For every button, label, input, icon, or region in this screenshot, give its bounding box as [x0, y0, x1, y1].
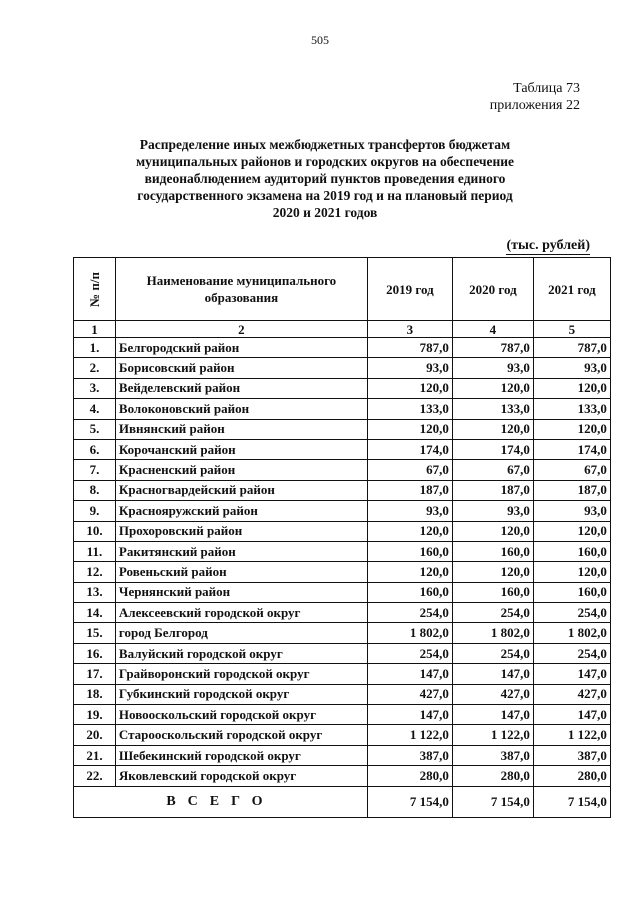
row-number: 5.	[74, 419, 116, 439]
row-number: 12.	[74, 562, 116, 582]
row-name: Чернянский район	[115, 582, 367, 602]
row-value-2021: 187,0	[533, 480, 610, 500]
row-number: 10.	[74, 521, 116, 541]
row-value-2020: 174,0	[452, 439, 533, 459]
row-value-2021: 1 802,0	[533, 623, 610, 643]
row-value-2020: 427,0	[452, 684, 533, 704]
row-number: 8.	[74, 480, 116, 500]
row-value-2020: 120,0	[452, 521, 533, 541]
page-number: 505	[311, 33, 329, 47]
row-value-2021: 254,0	[533, 643, 610, 663]
row-value-2021: 120,0	[533, 562, 610, 582]
table-row	[74, 582, 611, 602]
table-row	[74, 338, 611, 358]
row-name: Ивнянский район	[115, 419, 367, 439]
row-value-2019: 387,0	[367, 745, 452, 765]
row-value-2020: 187,0	[452, 480, 533, 500]
row-number: 7.	[74, 460, 116, 480]
row-value-2020: 93,0	[452, 358, 533, 378]
title-line: Распределение иных межбюджетных трансфертов бюджетам	[139, 137, 511, 152]
column-index: 3	[367, 321, 452, 338]
row-value-2020: 254,0	[452, 643, 533, 663]
document-title	[90, 136, 560, 221]
table-row	[74, 399, 611, 419]
row-value-2020: 147,0	[452, 705, 533, 725]
row-name: Грайворонский городской округ	[115, 664, 367, 684]
title-line: видеонаблюдением аудиторий пунктов проведения единого	[144, 171, 506, 186]
row-name: Ракитянский район	[115, 541, 367, 561]
row-value-2020: 787,0	[452, 338, 533, 358]
row-value-2020: 280,0	[452, 766, 533, 786]
total-label: ВСЕГО	[74, 786, 368, 817]
title-line: муниципальных районов и городских округов на обеспечение	[135, 154, 515, 169]
total-2020: 7 154,0	[452, 786, 533, 817]
table-row	[74, 419, 611, 439]
table-row	[74, 603, 611, 623]
table-label-appendix: приложения 22	[489, 98, 580, 113]
row-value-2021: 120,0	[533, 521, 610, 541]
table-row	[74, 643, 611, 663]
row-number: 13.	[74, 582, 116, 602]
transfers-table	[73, 257, 611, 818]
row-value-2019: 67,0	[367, 460, 452, 480]
row-number: 3.	[74, 378, 116, 398]
column-index-row	[74, 321, 611, 338]
row-value-2019: 787,0	[367, 338, 452, 358]
row-value-2021: 120,0	[533, 419, 610, 439]
row-value-2019: 120,0	[367, 419, 452, 439]
column-index: 1	[74, 321, 116, 338]
row-name: Ровеньский район	[115, 562, 367, 582]
row-value-2019: 93,0	[367, 358, 452, 378]
header-name: Наименование муниципального образования	[115, 258, 367, 321]
row-value-2021: 93,0	[533, 501, 610, 521]
table-row	[74, 766, 611, 786]
row-name: Борисовский район	[115, 358, 367, 378]
row-number: 16.	[74, 643, 116, 663]
row-value-2019: 147,0	[367, 664, 452, 684]
row-value-2021: 93,0	[533, 358, 610, 378]
row-name: Корочанский район	[115, 439, 367, 459]
table-row	[74, 705, 611, 725]
table-row	[74, 460, 611, 480]
row-value-2021: 174,0	[533, 439, 610, 459]
row-value-2019: 93,0	[367, 501, 452, 521]
column-index: 5	[533, 321, 610, 338]
row-value-2020: 387,0	[452, 745, 533, 765]
row-number: 4.	[74, 399, 116, 419]
row-value-2020: 254,0	[452, 603, 533, 623]
row-number: 1.	[74, 338, 116, 358]
row-value-2021: 120,0	[533, 378, 610, 398]
row-name: Красненский район	[115, 460, 367, 480]
total-2019: 7 154,0	[367, 786, 452, 817]
row-value-2021: 147,0	[533, 664, 610, 684]
row-name: Волоконовский район	[115, 399, 367, 419]
row-value-2020: 147,0	[452, 664, 533, 684]
row-value-2021: 133,0	[533, 399, 610, 419]
row-number: 2.	[74, 358, 116, 378]
row-value-2021: 160,0	[533, 541, 610, 561]
header-2019: 2019 год	[367, 258, 452, 321]
table-row	[74, 745, 611, 765]
row-value-2020: 1 122,0	[452, 725, 533, 745]
row-number: 17.	[74, 664, 116, 684]
row-number: 22.	[74, 766, 116, 786]
table-label	[490, 80, 580, 114]
table-row	[74, 358, 611, 378]
row-value-2020: 120,0	[452, 378, 533, 398]
row-value-2021: 280,0	[533, 766, 610, 786]
row-name: Новооскольский городской округ	[115, 705, 367, 725]
row-number: 9.	[74, 501, 116, 521]
table-row	[74, 480, 611, 500]
row-name: Алексеевский городской округ	[115, 603, 367, 623]
row-name: Старооскольский городской округ	[115, 725, 367, 745]
table-row	[74, 562, 611, 582]
column-index: 2	[115, 321, 367, 338]
row-value-2019: 120,0	[367, 562, 452, 582]
table-row	[74, 725, 611, 745]
row-number: 6.	[74, 439, 116, 459]
row-value-2019: 147,0	[367, 705, 452, 725]
table-row	[74, 541, 611, 561]
row-name: Белгородский район	[115, 338, 367, 358]
row-value-2021: 787,0	[533, 338, 610, 358]
title-line: государственного экзамена на 2019 год и на плановый период	[137, 188, 513, 203]
header-2020: 2020 год	[452, 258, 533, 321]
row-number: 11.	[74, 541, 116, 561]
title-line: 2020 и 2021 годов	[272, 205, 378, 220]
row-value-2019: 174,0	[367, 439, 452, 459]
row-value-2019: 1 802,0	[367, 623, 452, 643]
row-value-2019: 160,0	[367, 541, 452, 561]
table-row	[74, 501, 611, 521]
row-number: 15.	[74, 623, 116, 643]
row-value-2021: 147,0	[533, 705, 610, 725]
row-value-2019: 120,0	[367, 521, 452, 541]
row-name: город Белгород	[115, 623, 367, 643]
table-row	[74, 623, 611, 643]
row-value-2020: 67,0	[452, 460, 533, 480]
row-value-2021: 67,0	[533, 460, 610, 480]
row-value-2021: 427,0	[533, 684, 610, 704]
table-row	[74, 664, 611, 684]
table-row	[74, 378, 611, 398]
row-value-2019: 254,0	[367, 603, 452, 623]
row-value-2020: 133,0	[452, 399, 533, 419]
row-value-2020: 93,0	[452, 501, 533, 521]
row-number: 21.	[74, 745, 116, 765]
row-name: Губкинский городской округ	[115, 684, 367, 704]
row-value-2019: 187,0	[367, 480, 452, 500]
row-value-2020: 160,0	[452, 582, 533, 602]
row-value-2021: 254,0	[533, 603, 610, 623]
row-number: 14.	[74, 603, 116, 623]
row-name: Вейделевский район	[115, 378, 367, 398]
row-name: Красногвардейский район	[115, 480, 367, 500]
row-value-2019: 1 122,0	[367, 725, 452, 745]
units-label: (тыс. рублей)	[506, 238, 590, 253]
table-header-row	[74, 258, 611, 321]
row-value-2021: 1 122,0	[533, 725, 610, 745]
row-value-2020: 1 802,0	[452, 623, 533, 643]
table-label-number: Таблица 73	[513, 81, 580, 96]
row-name: Валуйский городской округ	[115, 643, 367, 663]
row-name: Шебекинский городской округ	[115, 745, 367, 765]
row-value-2020: 120,0	[452, 562, 533, 582]
row-name: Краснояружский район	[115, 501, 367, 521]
table-row	[74, 684, 611, 704]
row-number: 20.	[74, 725, 116, 745]
row-value-2021: 160,0	[533, 582, 610, 602]
total-row	[74, 786, 611, 817]
row-value-2021: 387,0	[533, 745, 610, 765]
header-number: № п/п	[74, 258, 116, 321]
total-2021: 7 154,0	[533, 786, 610, 817]
row-value-2020: 160,0	[452, 541, 533, 561]
row-value-2020: 120,0	[452, 419, 533, 439]
row-value-2019: 133,0	[367, 399, 452, 419]
row-value-2019: 280,0	[367, 766, 452, 786]
header-2021: 2021 год	[533, 258, 610, 321]
row-number: 19.	[74, 705, 116, 725]
row-name: Прохоровский район	[115, 521, 367, 541]
table-row	[74, 439, 611, 459]
column-index: 4	[452, 321, 533, 338]
row-value-2019: 120,0	[367, 378, 452, 398]
row-value-2019: 254,0	[367, 643, 452, 663]
table-row	[74, 521, 611, 541]
row-value-2019: 160,0	[367, 582, 452, 602]
row-value-2019: 427,0	[367, 684, 452, 704]
row-name: Яковлевский городской округ	[115, 766, 367, 786]
row-number: 18.	[74, 684, 116, 704]
